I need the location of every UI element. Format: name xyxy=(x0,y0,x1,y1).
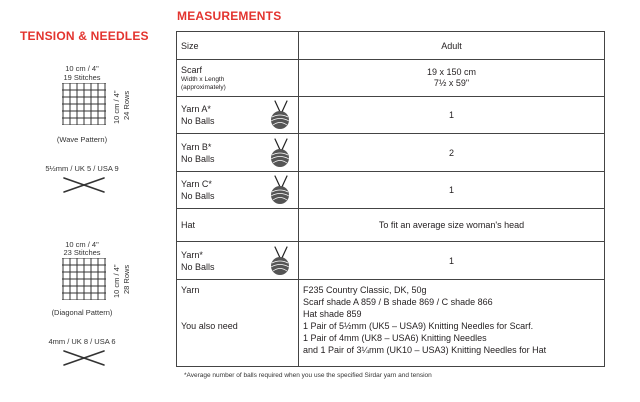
crossed-needles-icon xyxy=(62,349,106,367)
yarn-a-sub: No Balls xyxy=(181,116,215,126)
yarn-ball-icon xyxy=(266,246,294,276)
yarn-ball-icon xyxy=(266,100,294,130)
yarn-b-label: Yarn B* xyxy=(181,141,212,152)
scarf-dimension-label: Width x Length xyxy=(181,75,225,83)
wave-width: 10 cm / 4" xyxy=(65,64,99,73)
yarn-details-label: Yarn xyxy=(181,285,200,295)
scarf-inches: 7½ x 59" xyxy=(433,78,470,88)
diagonal-stitches: 23 Stitches xyxy=(63,248,101,257)
tension-grid-icon xyxy=(62,258,106,300)
yarn-ball-icon xyxy=(266,138,294,168)
hat-row xyxy=(177,209,605,242)
crossed-needles-icon xyxy=(62,176,106,194)
needle-line: 1 Pair of 5½mm (UK5 – USA9) Knitting Needles for Scarf. xyxy=(303,321,534,331)
hat-value: To fit an average size woman's head xyxy=(299,209,605,242)
yarn-detail-line: Scarf shade A 859 / B shade 869 / C shade 866 xyxy=(303,297,493,307)
yarn-value: 1 xyxy=(299,242,605,280)
diagonal-pattern: (Diagonal Pattern) xyxy=(51,308,113,317)
yarn-details-value xyxy=(299,280,605,367)
scarf-cm: 19 x 150 cm xyxy=(426,67,477,77)
diagonal-height: 10 cm / 4" xyxy=(112,264,121,298)
yarn-cell xyxy=(177,242,299,280)
wave-needle-size: 5½mm / UK 5 / USA 9 xyxy=(45,164,119,173)
yarn-a-cell xyxy=(177,97,299,134)
yarn-ball-icon xyxy=(266,175,294,205)
tension-grid-icon xyxy=(62,83,106,125)
yarn-detail-line: F235 Country Classic, DK, 50g xyxy=(303,285,427,295)
yarn-details-cell xyxy=(177,280,299,367)
yarn-row xyxy=(177,242,605,280)
measurements-table xyxy=(176,31,605,367)
scarf-label: Scarf xyxy=(181,64,203,75)
yarn-c-label: Yarn C* xyxy=(181,179,212,189)
yarn-a-row xyxy=(177,97,605,134)
yarn-a-value: 1 xyxy=(299,97,605,134)
yarn-c-row xyxy=(177,172,605,209)
yarn-a-label: Yarn A* xyxy=(181,104,211,114)
yarn-b-sub: No Balls xyxy=(181,153,215,164)
yarn-b-cell xyxy=(177,134,299,172)
yarn-c-cell xyxy=(177,172,299,209)
diagonal-rows: 28 Rows xyxy=(122,264,131,294)
wave-height: 10 cm / 4" xyxy=(112,90,121,124)
hat-label: Hat xyxy=(177,209,299,242)
wave-pattern: (Wave Pattern) xyxy=(56,135,108,144)
scarf-row xyxy=(177,60,605,97)
wave-rows: 24 Rows xyxy=(122,90,131,120)
yarn-details-row xyxy=(177,280,605,367)
measurements-title: MEASUREMENTS xyxy=(177,9,282,23)
size-label: Size xyxy=(177,32,299,60)
scarf-cell xyxy=(177,60,299,97)
yarn-label: Yarn* xyxy=(181,249,203,260)
yarn-c-sub: No Balls xyxy=(181,191,215,201)
size-value: Adult xyxy=(299,32,605,60)
yarn-b-value: 2 xyxy=(299,134,605,172)
diagonal-needle-size: 4mm / UK 8 / USA 6 xyxy=(48,337,116,346)
yarn-c-value: 1 xyxy=(299,172,605,209)
yarn-detail-line: Hat shade 859 xyxy=(303,309,362,319)
wave-stitches: 19 Stitches xyxy=(63,73,101,82)
footnote: *Average number of balls required when you use the specified Sirdar yarn and tension xyxy=(184,372,432,379)
diagonal-width: 10 cm / 4" xyxy=(65,240,99,249)
yarn-b-row xyxy=(177,134,605,172)
scarf-approx-label: (approximately) xyxy=(181,83,226,91)
tension-title: TENSION & NEEDLES xyxy=(20,29,149,43)
needle-line: and 1 Pair of 3¼mm (UK10 – USA3) Knitting Needles for Hat xyxy=(303,345,547,355)
scarf-value xyxy=(299,60,605,97)
needle-line: 1 Pair of 4mm (UK8 – USA6) Knitting Needles xyxy=(303,333,487,343)
size-row xyxy=(177,32,605,60)
yarn-sub: No Balls xyxy=(181,261,215,272)
you-also-need-label: You also need xyxy=(181,321,238,331)
